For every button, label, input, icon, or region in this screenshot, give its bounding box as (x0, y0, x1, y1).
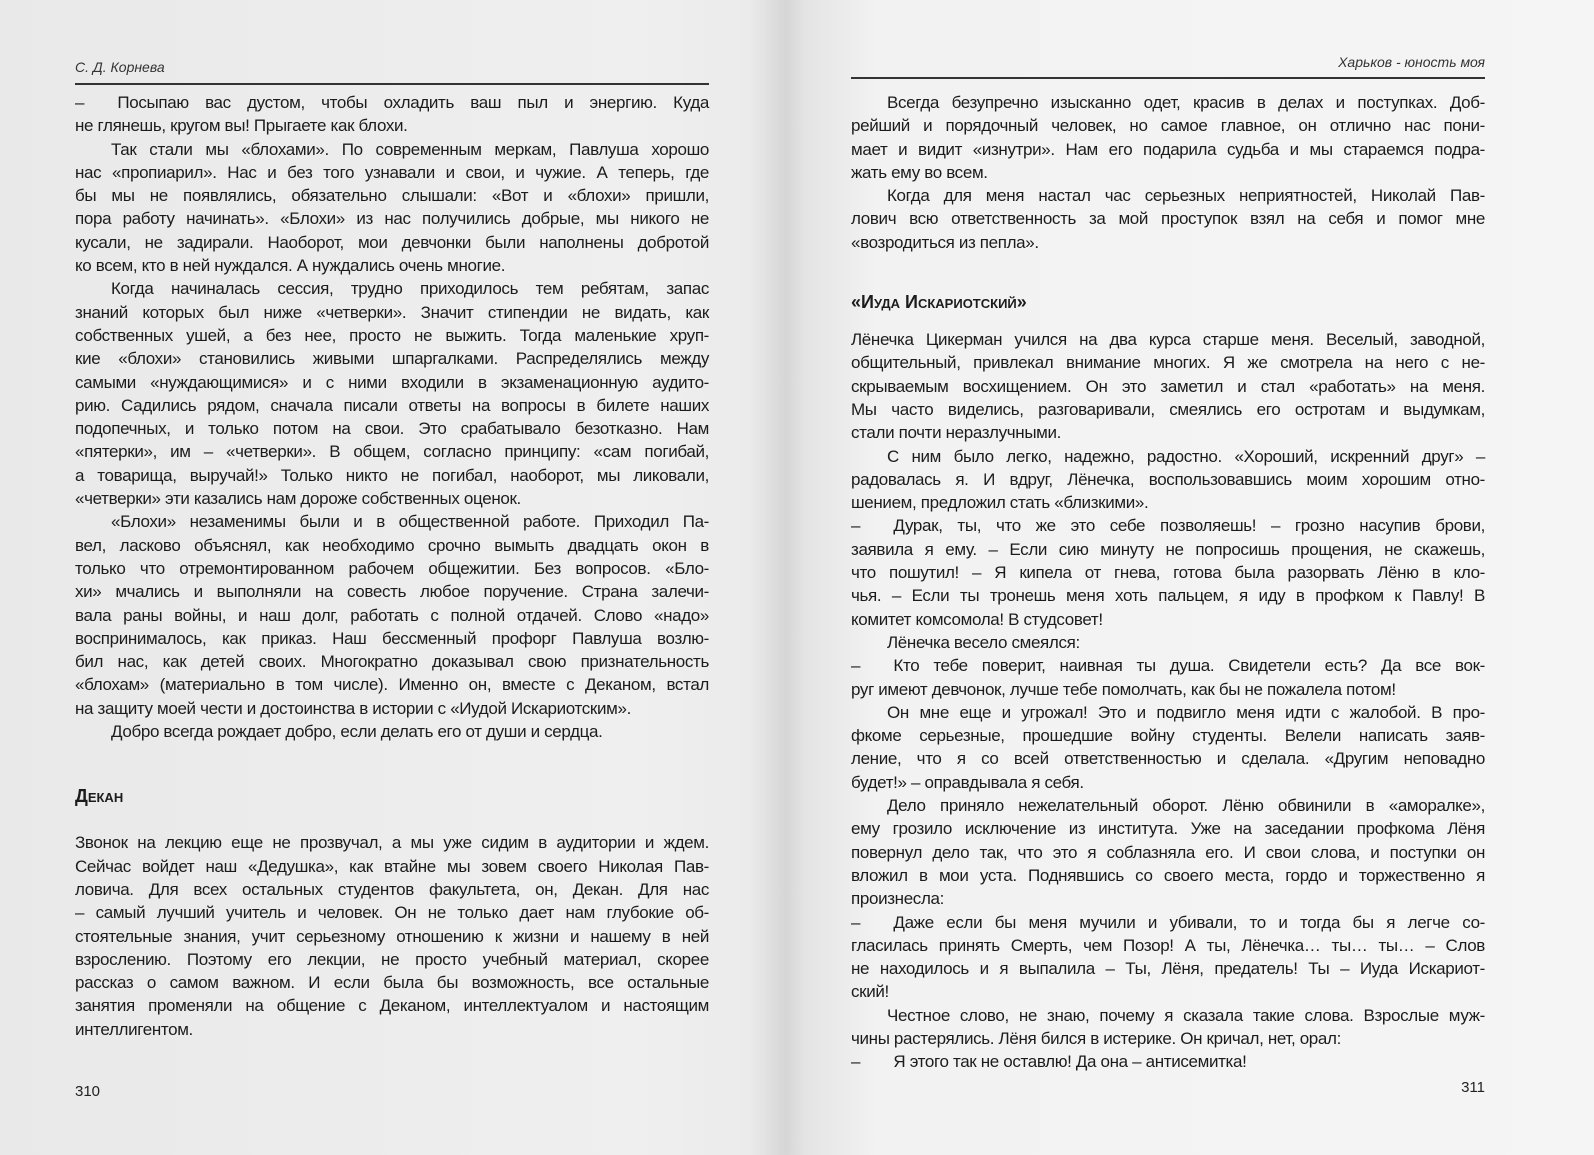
text-line: С ним было легко, надежно, радостно. «Хороший, искренний друг» – (887, 446, 1485, 466)
text-line: Лёнечка Цикерман учился на два курса старше меня. Веселый, заводной, (851, 330, 1485, 350)
text-line: только что отремонтированном рабочем общежитии. Без вопросов. «Бло- (75, 558, 709, 578)
text-line: Дело приняло нежелательный оборот. Лёню обвинили в «аморалке», (887, 796, 1485, 816)
text-line: вел, ласково объяснял, как необходимо срочно вымыть двадцать окон в (75, 535, 709, 555)
text-line: жать ему во всем. (851, 162, 988, 182)
text-line: – Дурак, ты, что же это себе позволяешь! – грозно насупив брови, (851, 516, 1485, 536)
left-page (75, 0, 709, 1155)
text-line: занятия променяли на общение с Деканом, интеллектуалом и настоящим (75, 996, 709, 1016)
page-body (75, 91, 709, 1041)
paragraph (851, 701, 1485, 794)
paragraph (75, 91, 709, 138)
text-line: хи» мчались и выполняли на совесть любое поручение. Страна залечи- (75, 582, 709, 602)
paragraph (75, 138, 709, 278)
text-line: кие «блохи» становились живыми шпаргалками. Распределялись между (75, 349, 709, 369)
paragraph (851, 328, 1485, 444)
paragraph (851, 794, 1485, 910)
paragraph (851, 445, 1485, 515)
text-line: Честное слово, не знаю, почему я сказала такие слова. Взрослые муж- (887, 1005, 1485, 1025)
text-line: рассказ о самом важном. И если была бы возможность, все остальные (75, 973, 709, 993)
text-line: «блохам» (материально в том числе). Именно он, вместе с Деканом, встал (75, 675, 709, 695)
text-line: бил нас, как детей своих. Многократно доказывал свою признательность (75, 652, 709, 672)
text-line: ко всем, кто в ней нуждался. А нуждались очень многие. (75, 256, 506, 276)
text-line: чья. – Если ты тронешь меня хоть пальцем, я иду в профком к Павлу! В (851, 586, 1485, 606)
right-page (851, 0, 1485, 1155)
text-line: лович всю ответственность за мой проступок взял на себя и помог мне (851, 209, 1485, 229)
text-line: – Даже если бы меня мучили и убивали, то и тогда бы я легче со- (851, 912, 1485, 932)
paragraph (75, 831, 709, 1041)
text-line: собственных ушей, а без нее, просто не выжить. Тогда маленькие хруп- (75, 325, 709, 345)
text-line: ление, что я со всей ответственностью и сделала. «Другим неповадно (851, 749, 1485, 769)
running-head: С. Д. Корнева (75, 59, 165, 75)
text-line: скрываемым восхищением. Он это заметил и стал «работать» на меня. (851, 376, 1485, 396)
text-line: а товарища, выручай!» Только никто не погибал, наоборот, мы ликовали, (75, 465, 709, 485)
text-line: чины растерялись. Лёня бился в истерике. Он кричал, нет, орал: (851, 1028, 1341, 1048)
text-line: кусали, не задирали. Наоборот, мои девчонки были наполнены добротой (75, 232, 709, 252)
text-line: руг имеют девчонок, лучше тебе помолчать, как бы не пожалела потом! (851, 679, 1396, 699)
text-line: Сейчас войдет наш «Дедушка», как втайне мы зовем своего Николая Пав- (75, 856, 709, 876)
text-line: ловича. Для всех остальных студентов факультета, он, Декан. Для нас (75, 879, 709, 899)
text-line: Звонок на лекцию еще не прозвучал, а мы уже сидим в аудитории и ждем. (75, 833, 709, 853)
text-line: Всегда безупречно изысканно одет, красив в делах и поступках. Доб- (887, 93, 1485, 112)
section-heading: «Иуда Искариотский» (851, 292, 1027, 313)
text-line: повернул дело так, что это я соблазняла его. И свои слова, и поступки он (851, 842, 1485, 862)
text-line: ский! (851, 982, 889, 1002)
text-line: Добро всегда рождает добро, если делать его от души и сердца. (111, 722, 603, 742)
text-line: не глянешь, кругом вы! Прыгаете как блохи. (75, 116, 408, 136)
paragraph (851, 1004, 1485, 1051)
text-line: стоятельные знания, учит серьезному отношению к жизни и нашему в ней (75, 926, 709, 946)
text-line: подопечных, и только потом на свои. Это срабатывало безотказно. Нам (75, 419, 709, 439)
text-line: знаний которых был ниже «четверки». Значит стипендии не видать, как (75, 302, 709, 322)
text-line: – Я этого так не оставлю! Да она – антисемитка! (851, 1052, 1247, 1072)
paragraph (75, 720, 709, 743)
text-line: общительный, привлекал внимание многих. Я же смотрела на него с не- (851, 353, 1485, 373)
header-rule (75, 83, 709, 85)
paragraph (75, 510, 709, 720)
text-line: «Блохи» незаменимы были и в общественной работе. Приходил Па- (111, 512, 709, 532)
paragraph (851, 631, 1485, 654)
running-head: Харьков - юность моя (1338, 54, 1485, 70)
header-rule (851, 77, 1485, 79)
text-line: произнесла: (851, 889, 944, 909)
text-line: Лёнечка весело смеялся: (887, 632, 1080, 652)
text-line: воспринималось, как приказ. Наш бессменный профорг Павлуша возлю- (75, 628, 709, 648)
text-line: интеллигентом. (75, 1019, 193, 1039)
text-line: – самый лучший учитель и человек. Он не только дает нам глубокие об- (75, 903, 709, 923)
text-line: не находилось и я выпалила – Ты, Лёня, предатель! Ты – Иуда Искариот- (851, 959, 1485, 979)
text-line: радовалась я. И вдруг, Лёнечка, воспользовавшись моим хорошим отно- (851, 469, 1485, 489)
text-line: – Кто тебе поверит, наивная ты душа. Свидетели есть? Да все вок- (851, 656, 1485, 676)
paragraph (851, 91, 1485, 184)
text-line: нас «пропиарил». Нас и без того узнавали и свои, и чужие. А теперь, где (75, 162, 709, 182)
text-line: будет!» – оправдывала я себя. (851, 772, 1084, 792)
text-line: на защиту моей чести и достоинства в истории с «Иудой Искариотским». (75, 698, 631, 718)
text-line: «возродиться из пепла». (851, 232, 1039, 252)
text-line: бы мы не появлялись, обязательно слышали: «Вот и «блохи» пришли, (75, 186, 709, 206)
page-body (851, 91, 1485, 1074)
page-number: 311 (1461, 1079, 1485, 1096)
paragraph (851, 1050, 1485, 1073)
text-line: что пошутил! – Я кипела от гнева, готова была разорвать Лёню в кло- (851, 563, 1485, 583)
text-line: самыми «нуждающимися» и с ними входили в экзаменационную аудито- (75, 372, 709, 392)
text-line: шением, предложил стать «близкими». (851, 493, 1149, 513)
paragraph (75, 277, 709, 510)
text-line: «четверки» эти казались нам дороже собственных оценок. (75, 489, 521, 509)
text-line: рейший и порядочный человек, но самое главное, он отлично нас пони- (851, 116, 1485, 136)
text-line: заявила я ему. – Если сию минуту не попросишь прощения, не скажешь, (851, 539, 1485, 559)
section-heading: Декан (75, 786, 124, 807)
text-line: Когда для меня настал час серьезных неприятностей, Николай Пав- (887, 186, 1485, 206)
text-line: фкоме серьезные, прошедшие войну студенты. Велели написать заяв- (851, 726, 1485, 746)
text-line: мает и видит «изнутри». Нам его подарила судьба и мы стараемся подра- (851, 139, 1485, 159)
paragraph (851, 514, 1485, 630)
text-line: гласилась принять Смерть, чем Позор! А ты, Лёнечка… ты… ты… – Слов (851, 935, 1485, 955)
text-line: рию. Садились рядом, сначала писали ответы на вопросы в билете наших (75, 395, 709, 415)
text-line: взрослению. Поэтому его лекции, не просто учебный материал, скорее (75, 949, 709, 969)
page-number: 310 (75, 1083, 101, 1100)
text-line: Когда начиналась сессия, трудно приходилось тем ребятам, запас (111, 279, 709, 299)
text-line: Так стали мы «блохами». По современным меркам, Павлуша хорошо (111, 139, 709, 159)
text-line: вложил в мои уста. Поднявшись со своего места, гордо и торжественно я (851, 865, 1485, 885)
paragraph (851, 184, 1485, 254)
text-line: ему грозило исключение из института. Уже на заседании профкома Лёня (851, 819, 1485, 839)
text-line: Он мне еще и угрожал! Это и подвигло меня идти с жалобой. В про- (887, 702, 1485, 722)
text-line: Мы часто виделись, разговаривали, смеялись его остротам и выдумкам, (851, 399, 1485, 419)
text-line: вала раны войны, и наш долг, работать с полной отдачей. Слово «надо» (75, 605, 709, 625)
paragraph (851, 911, 1485, 1004)
text-line: – Посыпаю вас дустом, чтобы охладить ваш пыл и энергию. Куда (75, 93, 709, 112)
text-line: стали почти неразлучными. (851, 423, 1062, 443)
paragraph (851, 654, 1485, 701)
text-line: пора работу начинать». «Блохи» из нас получились добрые, мы никого не (75, 209, 709, 229)
text-line: комитет комсомола! В студсовет! (851, 609, 1103, 629)
text-line: «пятерки», им – «четверки». В общем, согласно принципу: «сам погибай, (75, 442, 709, 462)
